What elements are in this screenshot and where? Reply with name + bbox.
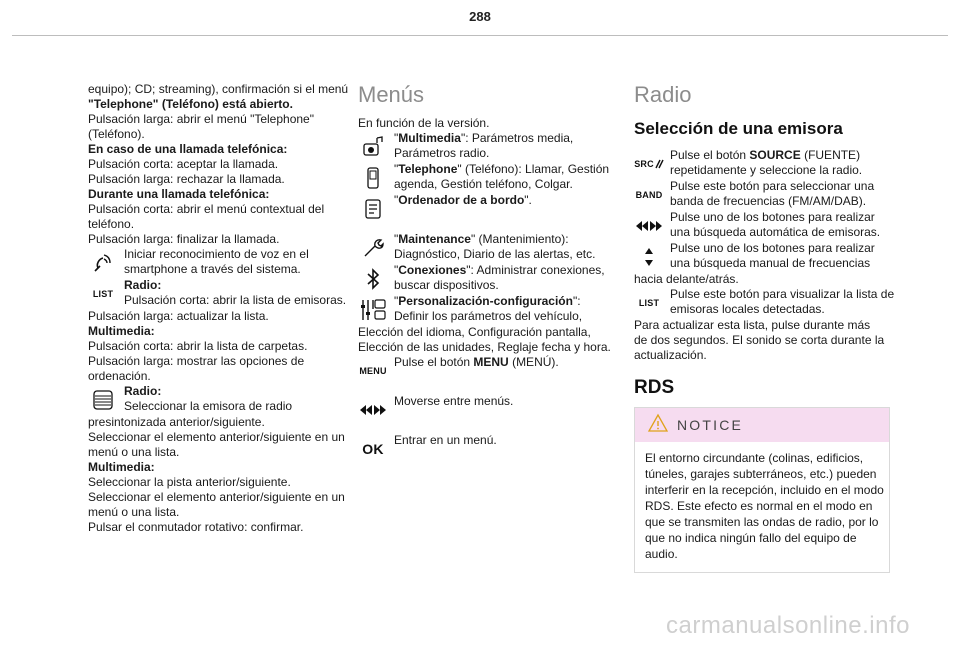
trip-computer-icon [358, 194, 388, 224]
subheading: Durante una llamada telefónica: [88, 187, 270, 201]
text-line: Para actualizar esta lista, pulse durante más [634, 318, 871, 332]
menu-item-connections: "Conexiones": Administrar conexiones, buscar dispositivos. [358, 263, 610, 294]
text-line: smartphone a través del sistema. [124, 262, 301, 276]
text-line: que se transmiten las ondas de radio, por lo [645, 515, 879, 529]
text-line: Pulse este botón para visualizar la lista de [670, 287, 895, 301]
text-line: una búsqueda automática de emisoras. [670, 225, 881, 239]
text-line: Seleccionar la emisora de radio [124, 399, 293, 413]
band-button-item [634, 179, 890, 210]
text-line: Iniciar reconocimiento de voz en el [124, 247, 309, 261]
notice-header [635, 408, 889, 442]
text-line: teléfono. [88, 217, 135, 231]
text-line: Definir los parámetros del vehículo, [394, 309, 583, 323]
text-line: El entorno circundante (colinas, edificios, [645, 451, 864, 465]
text-line: Pulsación larga: mostrar las opciones de [88, 354, 305, 368]
list-button-icon: LIST [638, 297, 660, 308]
text-line: En función de la versión. [358, 116, 490, 130]
menu-item-multimedia: "Multimedia": Parámetros media, Parámetros radio. [358, 131, 610, 162]
text-line: que no indica ningún fallo del equipo de [645, 531, 857, 545]
text-line: una búsqueda manual de frecuencias [670, 256, 871, 270]
text-line: presintonizada anterior/siguiente. [88, 415, 265, 429]
text-line: Pulsación corta: abrir la lista de carpetas. [88, 339, 308, 353]
text-line: Pulsación larga: rechazar la llamada. [88, 172, 285, 186]
subheading: Radio: [124, 278, 162, 292]
arrows-left-right-icon [358, 395, 388, 425]
source-button-icon: SRC [634, 149, 664, 179]
menu-name: Maintenance [398, 232, 471, 246]
subheading: Multimedia: [88, 460, 155, 474]
watermark: carmanualsonline.info [666, 612, 910, 639]
text-line: Pulsación larga: abrir el menú "Telephone" [88, 112, 314, 126]
text-line: Parámetros radio. [394, 146, 490, 160]
section-title-rds: RDS [634, 377, 675, 398]
text-line: Moverse entre menús. [394, 394, 514, 408]
text-line: Pulsación corta: abrir la lista de emisoras. [124, 293, 347, 307]
text-line: equipo); CD; streaming), confirmación si el menú [88, 82, 349, 96]
text-line: buscar dispositivos. [394, 278, 499, 292]
thumbwheel-icon [88, 385, 118, 415]
text-line: RDS. Este efecto es normal en el modo en [645, 499, 873, 513]
arrows-up-down-icon [634, 242, 664, 272]
bluetooth-icon [358, 264, 388, 294]
notice-body [635, 442, 889, 572]
text-line: de dos segundos. El sonido se corta durante la [634, 333, 885, 347]
text-line: túneles, garajes subterráneos, etc.) pueden [645, 467, 877, 481]
text-line: banda de frecuencias (FM/AM/DAB). [670, 194, 867, 208]
subheading: En caso de una llamada telefónica: [88, 142, 288, 156]
menu-item-settings: "Personalización-configuración": Definir los parámetros del vehículo, [358, 294, 610, 325]
menu-button-icon: MENU [359, 365, 387, 376]
text-line: menú o una lista. [88, 505, 180, 519]
subheading: Multimedia: [88, 324, 155, 338]
list-button-item [634, 287, 895, 318]
middle-column [358, 82, 610, 464]
text-line: Pulsación corta: abrir el menú contextual del [88, 202, 325, 216]
left-column [88, 82, 349, 535]
text-line: Seleccionar la pista anterior/siguiente. [88, 475, 291, 489]
menu-name: Conexiones [398, 263, 467, 277]
text-line: Pulsación corta: aceptar la llamada. [88, 157, 279, 171]
text-line: repetidamente y seleccione la radio. [670, 163, 863, 177]
text-line: Pulse uno de los botones para realizar [670, 210, 875, 224]
subsection-title-station: Selección de una emisora [634, 119, 843, 138]
right-column [634, 82, 895, 573]
ok-button-item [358, 433, 610, 464]
text-line: audio. [645, 547, 678, 561]
maintenance-icon [358, 233, 388, 263]
menu-name: Personalización-configuración [398, 294, 573, 308]
text-line: Pulse este botón para seleccionar una [670, 179, 875, 193]
text-line: "Telephone" (Teléfono) está abierto. [88, 97, 293, 111]
auto-search-item [634, 210, 890, 241]
section-title-menus: Menús [358, 82, 425, 107]
text-line: actualización. [634, 348, 707, 362]
text-line: Seleccionar el elemento anterior/siguiente en un [88, 490, 345, 504]
voice-recognition-item [88, 247, 344, 278]
menu-name: Multimedia [398, 131, 461, 145]
source-button-item: SRC Pulse el botón SOURCE (FUENTE) repetidamente y seleccione la radio. [634, 148, 890, 179]
text-line: Pulsar el conmutador rotativo: confirmar. [88, 520, 304, 534]
telephone-icon [358, 163, 388, 193]
text-line: Pulse uno de los botones para realizar [670, 241, 875, 255]
text-line: (Teléfono). [88, 127, 145, 141]
menu-button-item: MENU Pulse el botón MENU (MENÚ). [358, 355, 610, 386]
text-line: Seleccionar el elemento anterior/siguiente en un [88, 430, 345, 444]
text-line: Elección del idioma, Configuración pantalla, [358, 325, 591, 339]
band-button-icon: BAND [635, 189, 663, 200]
page-number: 288 [469, 9, 491, 24]
top-divider [12, 35, 948, 36]
text-line: Entrar en un menú. [394, 433, 497, 447]
menu-item-maintenance: "Maintenance" (Mantenimiento): Diagnóstico, Diario de las alertas, etc. [358, 232, 610, 263]
text-line: menú o una lista. [88, 445, 180, 459]
menu-name: Telephone [398, 162, 458, 176]
text-line: emisoras locales detectadas. [670, 302, 825, 316]
settings-icon [358, 295, 388, 325]
text-line: Pulsación larga: finalizar la llamada. [88, 232, 280, 246]
manual-search-item [634, 241, 890, 272]
text-line: hacia delante/atrás. [634, 272, 739, 286]
multimedia-icon [358, 132, 388, 162]
thumbwheel-item [88, 384, 344, 415]
text-line: interferir en la recepción, incluido en el modo [645, 483, 884, 497]
voice-recognition-icon [88, 248, 118, 278]
arrows-left-right-icon [634, 211, 664, 241]
text-line: Elección de las unidades, Reglaje fecha y hora. [358, 340, 611, 354]
text-line: agenda, Gestión teléfono, Colgar. [394, 177, 573, 191]
menu-item-telephone: "Telephone" (Teléfono): Llamar, Gestión agenda, Gestión teléfono, Colgar. [358, 162, 610, 193]
subheading: Radio: [124, 384, 162, 398]
section-title-radio: Radio [634, 82, 692, 107]
list-button-item [88, 278, 347, 309]
text-line: Diagnóstico, Diario de las alertas, etc. [394, 247, 596, 261]
ok-button-icon: OK [362, 440, 384, 457]
notice-box [634, 407, 890, 573]
menu-name: Ordenador de a bordo [398, 193, 525, 207]
menu-item-trip-computer: "Ordenador de a bordo". [358, 193, 610, 224]
notice-title: NOTICE [677, 416, 744, 433]
warning-triangle-icon [647, 413, 669, 437]
text-line: ordenación. [88, 369, 151, 383]
text-line: Pulsación larga: actualizar la lista. [88, 309, 269, 323]
list-button-icon: LIST [92, 288, 114, 299]
navigate-menus-item [358, 394, 610, 425]
